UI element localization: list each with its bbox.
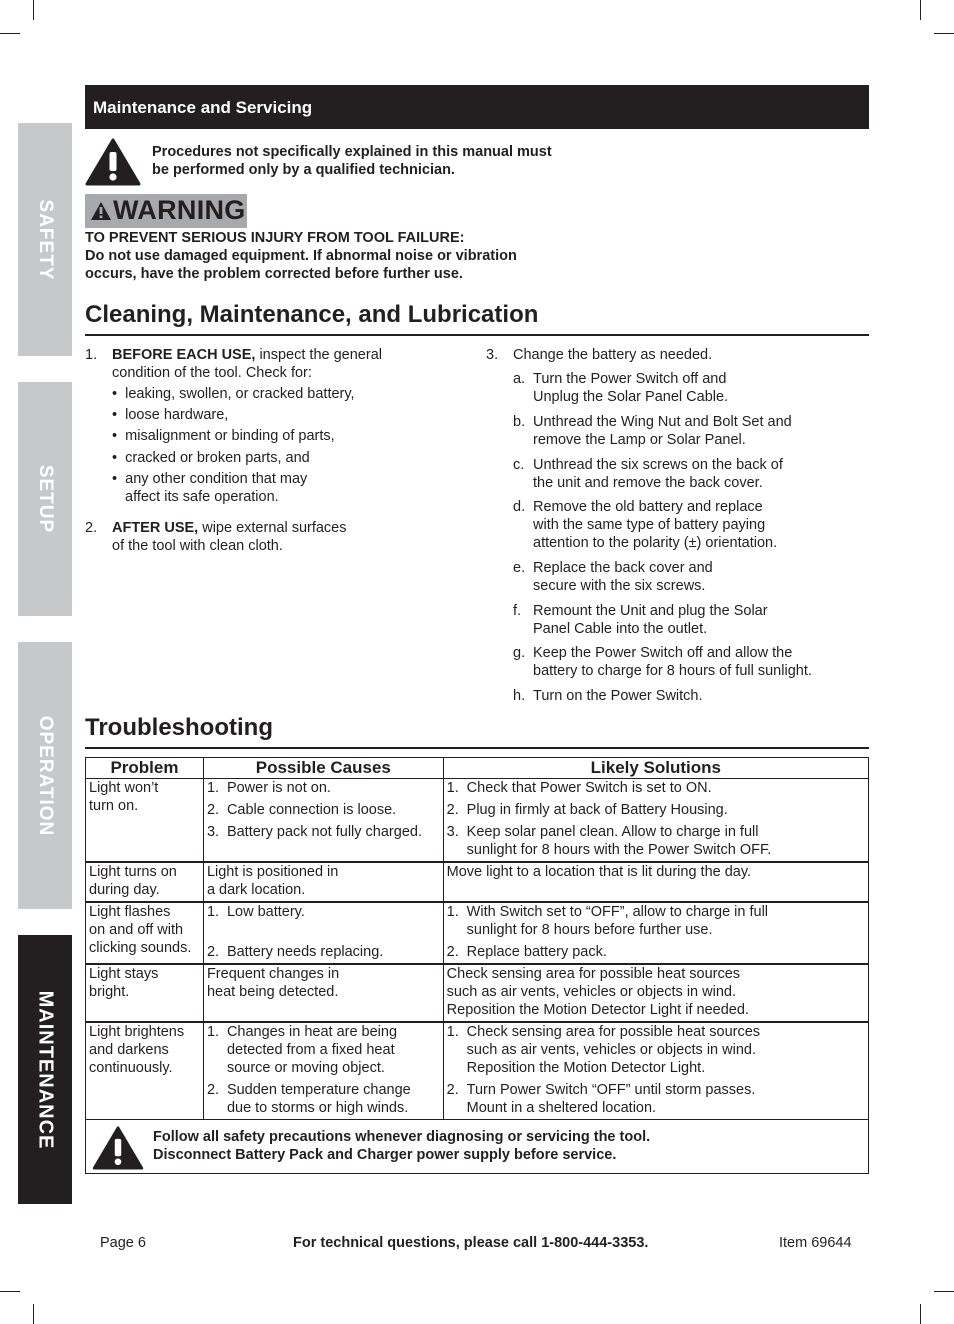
- list-item: • loose hardware,: [112, 407, 229, 423]
- step-text: Unthread the Wing Nut and Bolt Set and remove the Lamp or Solar Panel.: [533, 414, 792, 448]
- solutions-cell: Check sensing area for possible heat sources such as air vents, vehicles or objects in wind. Reposition the Motion Detector Light if needed.: [443, 964, 868, 1022]
- table-row: [86, 902, 869, 964]
- section-header-title: Maintenance and Servicing: [93, 98, 313, 117]
- step-letter: a.: [513, 371, 526, 387]
- causes-cell: Light is positioned in a dark location.: [203, 862, 443, 902]
- after-use-text: AFTER USE, wipe external surfaces of the tool with clean cloth.: [112, 520, 347, 554]
- crop-mark: [920, 1304, 921, 1324]
- heading-rule: [85, 334, 869, 336]
- step-letter: f.: [513, 603, 522, 619]
- list-item: 2. Plug in firmly at back of Battery Housing.: [446, 802, 728, 818]
- list-item: 3. Keep solar panel clean. Allow to charge in full sunlight for 8 hours with the Power Switch OFF.: [446, 824, 772, 858]
- list-item: • cracked or broken parts, and: [112, 450, 310, 466]
- list-item: • any other condition that may: [112, 471, 308, 487]
- inspection-list: [112, 385, 355, 506]
- step-letter: g.: [513, 645, 526, 661]
- step-letter: c.: [513, 457, 525, 473]
- causes-cell: [203, 902, 443, 964]
- side-tab-setup[interactable]: SETUP: [18, 382, 72, 616]
- list-item: • leaking, swollen, or cracked battery,: [112, 386, 355, 402]
- solutions-cell: Move light to a location that is lit during the day.: [443, 862, 868, 902]
- side-tab-maintenance[interactable]: MAINTENANCE: [18, 935, 72, 1204]
- page-number: Page 6: [100, 1235, 146, 1251]
- list-item: 1. Check sensing area for possible heat sources such as air vents, vehicles or objects in wind. Reposition the Motion Detector Light.: [446, 1024, 761, 1076]
- causes-cell: [203, 779, 443, 863]
- problem-cell: Light brightens and darkens continuously.: [86, 1022, 204, 1120]
- crop-mark: [0, 33, 20, 34]
- step-letter: e.: [513, 560, 526, 576]
- warning-triangle-icon: [85, 138, 141, 186]
- heading-rule: [85, 747, 869, 749]
- side-tab-safety[interactable]: SAFETY: [18, 123, 72, 356]
- list-item: 1. Check that Power Switch is set to ON.: [446, 780, 712, 796]
- table-row: [86, 779, 869, 863]
- item-number: 2.: [85, 520, 98, 536]
- step-letter: h.: [513, 688, 526, 704]
- section-header: [85, 85, 869, 129]
- crop-mark: [0, 1291, 20, 1292]
- item-number: 3.: [486, 347, 499, 363]
- step-text: Turn on the Power Switch.: [533, 688, 703, 704]
- table-row: [86, 1022, 869, 1120]
- causes-cell: Frequent changes in heat being detected.: [203, 964, 443, 1022]
- list-item: 3. Battery pack not fully charged.: [206, 824, 422, 840]
- warning-triangle-icon: [92, 1126, 144, 1170]
- table-row: [86, 862, 869, 902]
- list-item: 1. With Switch set to “OFF”, allow to charge in full sunlight for 8 hours before further use.: [446, 904, 769, 938]
- crop-mark: [934, 33, 954, 34]
- item-number-label: Item 69644: [779, 1235, 852, 1251]
- list-item: 2. Sudden temperature change due to storms or high winds.: [206, 1082, 411, 1116]
- step-text: Remove the old battery and replace with the same type of battery paying attention to the polarity (±) orientation.: [533, 499, 778, 551]
- step-text: Remount the Unit and plug the Solar Panel Cable into the outlet.: [533, 603, 768, 637]
- crop-mark: [920, 0, 921, 20]
- list-item: 1. Power is not on.: [206, 780, 331, 796]
- solutions-cell: [443, 902, 868, 964]
- warning-triangle-icon: [90, 201, 112, 221]
- table-note-row: [86, 1120, 869, 1174]
- solutions-cell: [443, 1022, 868, 1120]
- step-text: Unthread the six screws on the back of the unit and remove the back cover.: [533, 457, 783, 491]
- problem-cell: Light won’t turn on.: [86, 779, 204, 863]
- list-item: 1. Changes in heat are being detected from a fixed heat source or moving object.: [206, 1024, 398, 1076]
- crop-mark: [33, 0, 34, 20]
- step-text: Replace the back cover and secure with the six screws.: [533, 560, 713, 594]
- list-item: 2. Battery needs replacing.: [206, 944, 384, 960]
- service-warning-text: Follow all safety precautions whenever diagnosing or servicing the tool. Disconnect Battery Pack and Charger power supply before service.: [153, 1129, 651, 1163]
- list-item: 2. Turn Power Switch “OFF” until storm passes. Mount in a sheltered location.: [446, 1082, 756, 1116]
- change-battery-text: Change the battery as needed.: [513, 347, 713, 363]
- qualified-technician-notice: Procedures not specifically explained in this manual must be performed only by a qualified technician.: [152, 144, 552, 178]
- step-letter: b.: [513, 414, 526, 430]
- step-letter: d.: [513, 499, 526, 515]
- list-item: 2. Replace battery pack.: [446, 944, 607, 960]
- side-tab-operation[interactable]: OPERATION: [18, 642, 72, 909]
- step-text: Keep the Power Switch off and allow the battery to charge for 8 hours of full sunlight.: [533, 645, 812, 679]
- crop-mark: [33, 1304, 34, 1324]
- step-text: Turn the Power Switch off and Unplug the Solar Panel Cable.: [533, 371, 729, 405]
- item-number: 1.: [85, 347, 98, 363]
- list-item: 2. Cable connection is loose.: [206, 802, 397, 818]
- troubleshooting-table: [85, 757, 869, 1174]
- warning-badge: WARNING: [85, 194, 247, 228]
- problem-cell: Light turns on during day.: [86, 862, 204, 902]
- list-item: 1. Low battery.: [206, 904, 305, 920]
- problem-cell: Light flashes on and off with clicking sounds.: [86, 902, 204, 964]
- table-header-row: [86, 758, 869, 779]
- causes-cell: [203, 1022, 443, 1120]
- warning-text: TO PREVENT SERIOUS INJURY FROM TOOL FAILURE: Do not use damaged equipment. If abnormal noise or vibration occurs, have the problem corrected before further use.: [85, 230, 517, 282]
- service-warning-cell: [86, 1120, 869, 1174]
- solutions-cell: [443, 779, 868, 863]
- troubleshooting-heading: Troubleshooting: [85, 714, 273, 741]
- problem-cell: Light stays bright.: [86, 964, 204, 1022]
- cleaning-heading: Cleaning, Maintenance, and Lubrication: [85, 301, 539, 328]
- column-header: Likely Solutions: [443, 758, 868, 779]
- column-header: Possible Causes: [203, 758, 443, 779]
- before-each-use-text: BEFORE EACH USE, inspect the general condition of the tool. Check for:: [112, 347, 382, 381]
- table-row: [86, 964, 869, 1022]
- technical-phone: For technical questions, please call 1-800-444-3353.: [293, 1235, 649, 1251]
- column-header: Problem: [86, 758, 204, 779]
- list-item: affect its safe operation.: [125, 489, 279, 505]
- list-item: • misalignment or binding of parts,: [112, 428, 335, 444]
- crop-mark: [934, 1291, 954, 1292]
